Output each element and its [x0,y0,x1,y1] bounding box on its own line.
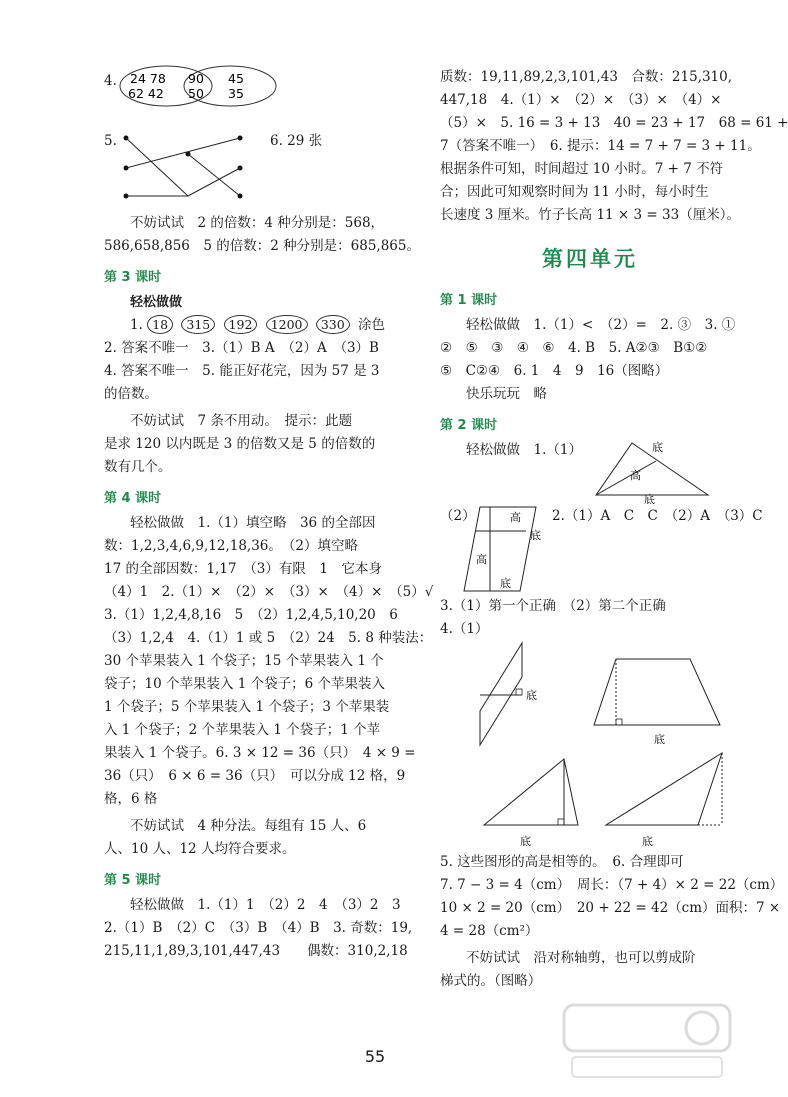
text-line: 2. 答案不唯一 3.（1）B A （2）A （3）B [104,340,379,356]
text-line: 7. 7 − 3 = 4（cm） 周长：（7 + 4）× 2 = 22（cm） [440,877,784,893]
unit-title: 第四单元 [542,247,638,271]
text-line: 轻松做做 1.（1）1 （2）2 4 （3）2 3 [130,897,401,913]
page-number: 55 [364,1047,386,1066]
text-line: 3.（1）第一个正确 （2）第二个正确 [440,598,666,614]
venn-left-bottom: 62 42 [128,86,164,101]
question-number: 5. [104,133,117,149]
lesson-1-heading: 第 1 课时 [440,293,498,308]
mid-height-label: 高 [476,553,487,566]
left-column [104,60,434,963]
shapes-row-1 [440,641,740,749]
text-line: 4.（1） [440,621,489,637]
lesson-3-heading: 第 3 课时 [104,270,162,285]
venn-diagram [118,62,288,112]
suffix: 涂色 [357,317,385,333]
circled-numbers-line [104,314,404,337]
bottom-base-label: 底 [500,577,511,590]
text-line: 10 × 2 = 20（cm） 20 + 22 = 42（cm）面积：7 × [440,900,781,916]
text-line: 2.（1）A C C （2）A （3）C [552,508,763,524]
venn-right-bottom: 35 [228,86,244,101]
text-line: 不妨试试 2 的倍数：4 种分别是：568， [130,215,385,231]
shapes-row-2 [440,749,740,851]
text-line: 是求 120 以内既是 3 的倍数又是 5 的倍数的 [104,436,376,452]
question-number: 4. [104,73,117,89]
tri1-base-label: 底 [520,835,531,848]
question-6-answer: 6. 29 张 [270,133,323,149]
text-line: 入 1 个袋子；2 个苹果装入 1 个袋子；1 个苹 [104,722,381,738]
text-line: 2.（1）B （2）C （3）B （4）B 3. 奇数：19, [104,920,413,936]
trapezoid-figure [590,655,730,763]
venn-right-top: 45 [228,71,244,86]
text-line: 586,658,856 5 的倍数：2 种分别是：685,865。 [104,238,420,254]
text-line: ⑤ C②④ 6. 1 4 9 16（图略） [440,363,669,379]
easy-label: 轻松做做 [130,295,183,310]
text-line: 人、10 人、12 人均符合要求。 [104,841,296,857]
text-line: （5）× 5. 16 = 3 + 13 40 = 23 + 17 68 = 61 + [440,115,788,131]
matching-question [104,130,404,202]
text-line: 轻松做做 1.（1）填空略 36 的全部因 [130,515,376,531]
text-line: 合；因此可知观察时间为 11 小时，每小时生 [440,184,709,200]
trap-base-label: 底 [654,733,665,746]
text-line: 格，6 格 [104,791,158,807]
parallelogram-height-figure [460,503,550,595]
circled-number: 192 [224,315,258,334]
text-line: 不妨试试 4 种分法。每组有 15 人、6 [130,818,367,834]
circled-number: 315 [181,315,215,334]
venn-mid-bottom: 50 [188,86,204,101]
text-line: 3.（1）1,2,4,8,16 5 （2）1,2,4,5,10,20 6 [104,607,398,623]
matching-lines-figure [118,134,258,202]
lesson-4-heading: 第 4 课时 [104,491,162,506]
text-line: 不妨试试 7 条不用动。 提示：此题 [130,413,353,429]
text-line: 质数：19,11,89,2,3,101,43 合数：215,310, [440,69,733,85]
lesson-2-heading: 第 2 课时 [440,418,498,433]
text-line: 447,18 4.（1）× （2）× （3）× （4）× [440,92,722,108]
para-base-label: 底 [526,689,537,702]
text-line: 不妨试试 沿对称轴剪，也可以剪成阶 [466,950,696,966]
text-line: ② ⑤ ③ ④ ⑥ 4. B 5. A②③ B①② [440,340,708,356]
triangle-figure-1 [480,755,590,855]
right-column [440,66,788,993]
text-line: 袋子；10 个苹果装入 1 个袋子；6 个苹果装入 [104,676,386,692]
triangle-figure-2 [602,749,732,849]
text-line: 长速度 3 厘米。竹子长高 11 × 3 = 33（厘米）。 [440,207,740,223]
circled-number: 330 [316,315,350,334]
text-line: 轻松做做 1.（1） [466,442,582,458]
height-label: 高 [630,469,641,482]
side-label: 底 [652,441,663,454]
item-prefix: （2） [440,508,476,524]
circled-number: 18 [147,315,173,334]
parallelogram-figure [460,641,540,745]
parallelogram-row [440,503,763,595]
text-line: 数有几个。 [104,459,172,475]
venn-question [104,60,404,112]
lesson-5-heading: 第 5 课时 [104,873,162,888]
watermark-logo [562,1003,732,1083]
tri2-base-label: 底 [642,835,653,848]
text-line: 1 个袋子；5 个苹果装入 1 个袋子；3 个苹果装 [104,699,390,715]
text-line: 根据条件可知，时间超过 10 小时。7 + 7 不符 [440,161,724,177]
text-line: 36（只） 6 × 6 = 36（只） 可以分成 12 格，9 [104,768,406,784]
text-line: 的倍数。 [104,386,158,402]
base-label: 底 [644,493,655,506]
text-line: 4. 答案不唯一 5. 能正好花完，因为 57 是 3 [104,363,380,379]
text-line: 梯式的。（图略） [440,973,542,989]
text-line: （4）1 2.（1）× （2）× （3）× （4）× （5）√ [104,584,434,600]
text-line: 215,11,1,89,3,101,447,43 偶数：310,2,18 [104,943,408,959]
triangle-height-figure [590,439,720,506]
text-line: 17 的全部因数：1,17 （3）有限 1 它本身 [104,561,382,577]
prefix: 1. [130,317,143,333]
text-line: 30 个苹果装入 1 个袋子；15 个苹果装入 1 个 [104,653,384,669]
text-line: （3）1,2,4 4.（1）1 或 5 （2）24 5. 8 种装法： [104,630,433,646]
right-base-label: 底 [530,529,541,542]
text-line: 快乐玩玩 略 [466,386,547,402]
text-line: 果装入 1 个袋子。6. 3 × 12 = 36（只） 4 × 9 = [104,745,416,761]
circled-number: 1200 [266,315,308,334]
triangle-row [440,439,740,506]
venn-mid-top: 90 [188,71,204,86]
text-line: 轻松做做 1.（1）< （2）= 2. ③ 3. ① [466,317,736,333]
text-line: 数：1,2,3,4,6,9,12,18,36。 （2）填空略 [104,538,358,554]
text-line: 5. 这些图形的高是相等的。 6. 合理即可 [440,854,684,870]
top-height-label: 高 [510,511,521,524]
text-line: 7（答案不唯一） 6. 提示：14 = 7 + 7 = 3 + 11。 [440,138,761,154]
venn-left-top: 24 78 [130,71,166,86]
try-block-1 [104,212,420,258]
text-line: 4 = 28（cm²） [440,923,539,939]
